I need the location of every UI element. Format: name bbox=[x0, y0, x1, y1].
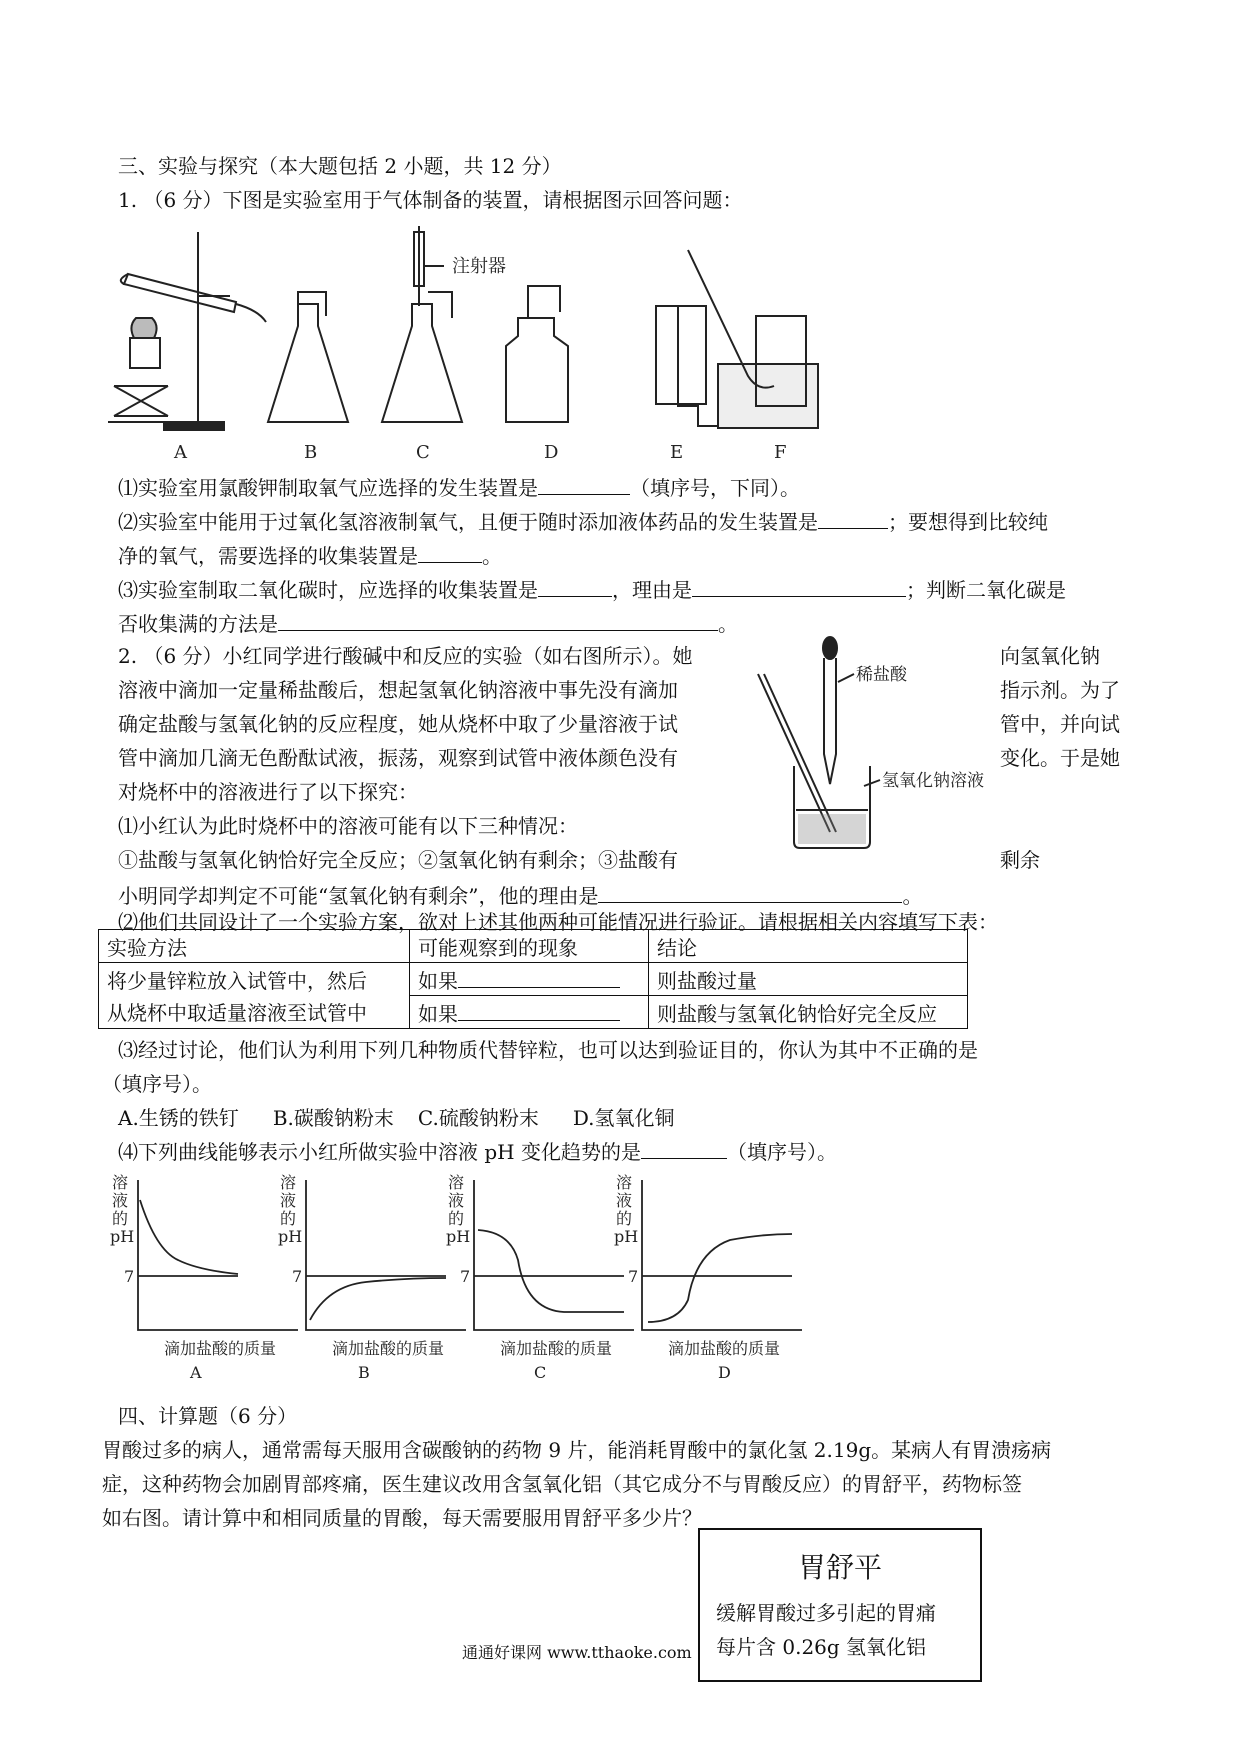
graph-b bbox=[306, 1180, 466, 1330]
svg-text:pH: pH bbox=[614, 1227, 639, 1246]
svg-text:滴加盐酸的质量: 滴加盐酸的质量 bbox=[668, 1339, 781, 1358]
answer-blank[interactable] bbox=[278, 608, 718, 631]
q2-line1-left: 2. （6 分）小红同学进行酸碱中和反应的实验（如右图所示）。她 bbox=[118, 644, 693, 668]
svg-text:B: B bbox=[304, 442, 318, 462]
svg-text:滴加盐酸的质量: 滴加盐酸的质量 bbox=[164, 1339, 277, 1358]
footer-watermark: 通通好课网 www.tthaoke.com bbox=[462, 1643, 692, 1662]
table-header: 结论 bbox=[649, 930, 968, 963]
q2-line9: ⑵他们共同设计了一个实验方案，欲对上述其他两种可能情况进行验证。请根据相关内容填写下表： bbox=[118, 910, 998, 934]
svg-text:pH: pH bbox=[110, 1227, 135, 1246]
q1-part2: ⑵实验室中能用于过氧化氢溶液制氧气，且便于随时添加液体药品的发生装置是 ；要想得到比较纯 bbox=[118, 506, 1048, 536]
answer-blank[interactable] bbox=[418, 540, 482, 563]
medicine-line: 每片含 0.26g 氢氧化铝 bbox=[716, 1635, 927, 1659]
answer-blank[interactable] bbox=[538, 574, 612, 597]
svg-text:注射器: 注射器 bbox=[452, 256, 506, 277]
svg-text:液: 液 bbox=[616, 1191, 633, 1210]
svg-text:7: 7 bbox=[292, 1267, 303, 1286]
q2-line5: 对烧杯中的溶液进行了以下探究： bbox=[118, 780, 418, 804]
q2-line1-right: 向氢氧化钠 bbox=[1000, 644, 1100, 668]
answer-blank[interactable] bbox=[818, 506, 888, 529]
answer-blank[interactable] bbox=[598, 880, 902, 903]
table-row bbox=[99, 963, 968, 996]
q2-line2-right: 指示剂。为了 bbox=[1000, 678, 1120, 702]
svg-text:的: 的 bbox=[448, 1209, 465, 1228]
titration-figure bbox=[750, 634, 990, 856]
svg-text:7: 7 bbox=[124, 1267, 135, 1286]
svg-text:液: 液 bbox=[448, 1191, 465, 1210]
section4-para-2: 症，这种药物会加剧胃部疼痛，医生建议改用含氢氧化铝（其它成分不与胃酸反应）的胃舒平，药物标签 bbox=[102, 1472, 1022, 1496]
q2-line3-right: 管中，并向试 bbox=[1000, 712, 1120, 736]
svg-text:pH: pH bbox=[278, 1227, 303, 1246]
apparatus-figure bbox=[108, 226, 868, 462]
svg-text:A: A bbox=[174, 442, 187, 462]
q1-part2-cont: 净的氧气，需要选择的收集装置是 。 bbox=[118, 540, 502, 570]
option-a: A.生锈的铁钉 bbox=[118, 1106, 239, 1130]
observation-cell: 如果 bbox=[410, 963, 649, 996]
section-title: 三、实验与探究（本大题包括 2 小题，共 12 分） bbox=[118, 154, 562, 178]
svg-text:溶: 溶 bbox=[616, 1173, 633, 1192]
q2-line4-left: 管中滴加几滴无色酚酞试液，振荡，观察到试管中液体颜色没有 bbox=[118, 746, 678, 770]
svg-text:pH: pH bbox=[446, 1227, 471, 1246]
svg-text:的: 的 bbox=[280, 1209, 297, 1228]
graph-a bbox=[138, 1180, 298, 1330]
medicine-label bbox=[698, 1528, 982, 1682]
svg-text:C: C bbox=[416, 442, 430, 462]
table-row bbox=[99, 996, 968, 1029]
svg-text:A: A bbox=[190, 1363, 202, 1380]
table-header: 实验方法 bbox=[99, 930, 410, 963]
option-d: D.氢氧化铜 bbox=[572, 1106, 675, 1130]
svg-text:溶: 溶 bbox=[280, 1173, 297, 1192]
medicine-line: 缓解胃酸过多引起的胃痛 bbox=[716, 1601, 936, 1625]
option-c: C.硫酸钠粉末 bbox=[417, 1106, 539, 1130]
svg-text:7: 7 bbox=[628, 1267, 639, 1286]
q2-line7-left: ①盐酸与氢氧化钠恰好完全反应；②氢氧化钠有剩余；③盐酸有 bbox=[118, 848, 678, 872]
answer-blank[interactable] bbox=[458, 998, 620, 1021]
graph-d bbox=[642, 1180, 802, 1330]
q2-part4: ⑷下列曲线能够表示小红所做实验中溶液 pH 变化趋势的是 （填序号）。 bbox=[118, 1136, 837, 1166]
answer-blank[interactable] bbox=[458, 965, 620, 988]
svg-text:滴加盐酸的质量: 滴加盐酸的质量 bbox=[500, 1339, 613, 1358]
q2-line4-right: 变化。于是她 bbox=[1000, 746, 1120, 770]
svg-text:溶: 溶 bbox=[112, 1173, 129, 1192]
q1-part1: ⑴实验室用氯酸钾制取氧气应选择的发生装置是 （填序号，下同）。 bbox=[118, 472, 800, 502]
svg-text:B: B bbox=[358, 1363, 370, 1380]
svg-text:D: D bbox=[544, 442, 559, 462]
answer-blank[interactable] bbox=[538, 472, 630, 495]
medicine-title: 胃舒平 bbox=[797, 1551, 882, 1584]
experiment-table bbox=[98, 929, 968, 1029]
svg-text:液: 液 bbox=[280, 1191, 297, 1210]
observation-cell: 如果 bbox=[410, 996, 649, 1029]
q2-options bbox=[118, 1104, 675, 1132]
method-cell: 将少量锌粒放入试管中，然后 bbox=[99, 963, 410, 996]
section4-para-3: 如右图。请计算中和相同质量的胃酸，每天需要服用胃舒平多少片？ bbox=[102, 1506, 702, 1530]
section4-title: 四、计算题（6 分） bbox=[118, 1404, 298, 1428]
svg-text:C: C bbox=[534, 1363, 547, 1380]
svg-text:7: 7 bbox=[460, 1267, 471, 1286]
table-header: 可能观察到的现象 bbox=[410, 930, 649, 963]
answer-blank[interactable] bbox=[692, 574, 906, 597]
svg-text:的: 的 bbox=[112, 1209, 129, 1228]
svg-text:F: F bbox=[774, 442, 787, 462]
svg-text:液: 液 bbox=[112, 1191, 129, 1210]
svg-text:E: E bbox=[670, 442, 684, 462]
conclusion-cell: 则盐酸与氢氧化钠恰好完全反应 bbox=[649, 996, 968, 1029]
svg-text:氢氧化钠溶液: 氢氧化钠溶液 bbox=[882, 771, 984, 791]
q1-part3-cont: 否收集满的方法是 。 bbox=[118, 608, 738, 638]
method-cell: 从烧杯中取适量溶液至试管中 bbox=[99, 996, 410, 1029]
q2-line6: ⑴小红认为此时烧杯中的溶液可能有以下三种情况： bbox=[118, 814, 578, 838]
svg-text:稀盐酸: 稀盐酸 bbox=[856, 665, 907, 685]
q2-line3-left: 确定盐酸与氢氧化钠的反应程度，她从烧杯中取了少量溶液于试 bbox=[118, 712, 678, 736]
q2-line7-right: 剩余 bbox=[1000, 848, 1040, 872]
q1-intro: 1. （6 分）下图是实验室用于气体制备的装置，请根据图示回答问题： bbox=[118, 188, 743, 212]
svg-text:D: D bbox=[718, 1363, 731, 1380]
answer-blank[interactable] bbox=[641, 1136, 727, 1159]
conclusion-cell: 则盐酸过量 bbox=[649, 963, 968, 996]
q2-part3: ⑶经过讨论，他们认为利用下列几种物质代替锌粒，也可以达到验证目的，你认为其中不正确的是 bbox=[118, 1038, 978, 1062]
q2-part3-cont: （填序号）。 bbox=[102, 1072, 212, 1096]
section4-para-1: 胃酸过多的病人，通常需每天服用含碳酸钠的药物 9 片，能消耗胃酸中的氯化氢 2.19g。某病人有胃溃疡病 bbox=[102, 1438, 1052, 1462]
svg-text:的: 的 bbox=[616, 1209, 633, 1228]
table-header-row bbox=[99, 930, 968, 963]
option-b: B.碳酸钠粉末 bbox=[272, 1106, 394, 1130]
svg-text:溶: 溶 bbox=[448, 1173, 465, 1192]
graph-c bbox=[474, 1180, 634, 1330]
svg-text:滴加盐酸的质量: 滴加盐酸的质量 bbox=[332, 1339, 445, 1358]
q2-line2-left: 溶液中滴加一定量稀盐酸后，想起氢氧化钠溶液中事先没有滴加 bbox=[118, 678, 678, 702]
q2-line8: 小明同学却判定不可能“氢氧化钠有剩余”，他的理由是 。 bbox=[118, 880, 922, 910]
ph-graphs bbox=[108, 1170, 808, 1380]
q1-part3: ⑶实验室制取二氧化碳时，应选择的收集装置是 ，理由是 ；判断二氧化碳是 bbox=[118, 574, 1066, 604]
